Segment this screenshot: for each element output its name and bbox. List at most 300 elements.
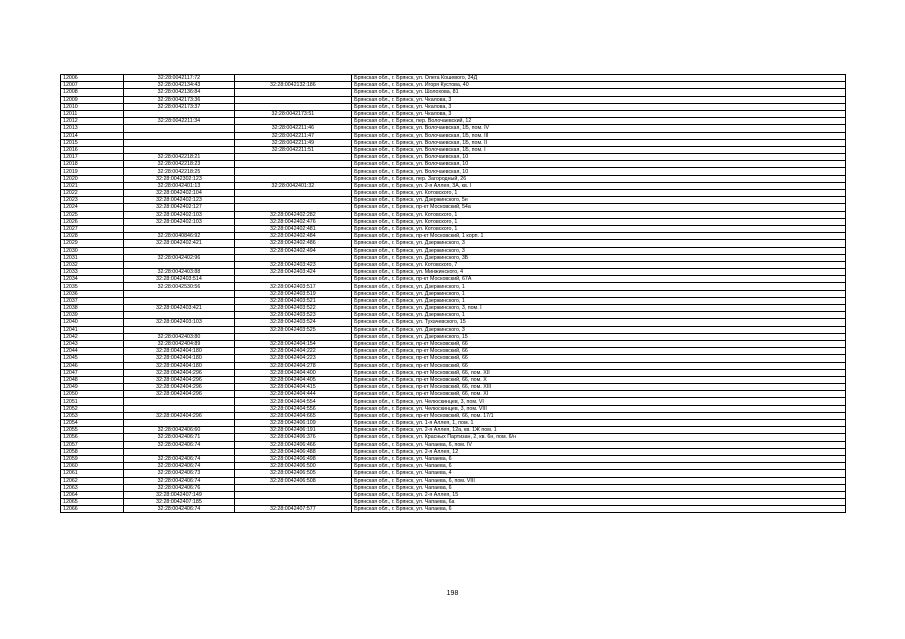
- cadastral-number-cell: 32:28:0042173:37: [124, 103, 234, 110]
- object-cadastral-number-cell: [234, 484, 351, 491]
- object-cadastral-number-cell: 32:28:0042406:500: [234, 463, 351, 470]
- row-number-cell: 12011: [61, 110, 124, 117]
- object-cadastral-number-cell: 32:28:0042402:282: [234, 211, 351, 218]
- cadastral-number-cell: 32:28:0042403:88: [124, 269, 234, 276]
- address-cell: Брянская обл., г. Брянск, ул. 2-я Аллея, 3А, кв. I: [352, 182, 846, 189]
- object-cadastral-number-cell: 32:28:0042403:521: [234, 297, 351, 304]
- object-cadastral-number-cell: 32:28:0042403:519: [234, 290, 351, 297]
- cadastral-number-cell: 32:28:0042406:74: [124, 506, 234, 513]
- row-number-cell: 12048: [61, 376, 124, 383]
- table-row: [61, 161, 846, 168]
- address-cell: Брянская обл., г. Брянск, ул. Волочаевская, 10: [352, 161, 846, 168]
- object-cadastral-number-cell: [234, 89, 351, 96]
- cadastral-number-cell: 32:28:0042218:23: [124, 161, 234, 168]
- cadastral-number-cell: 32:28:0042402:127: [124, 204, 234, 211]
- cadastral-number-cell: 32:28:0042404:296: [124, 369, 234, 376]
- table-row: [61, 146, 846, 153]
- address-cell: Брянская обл., г. Брянск, ул. Чапаева, 6а: [352, 499, 846, 506]
- address-cell: Брянская обл., г. Брянск, ул. Котовского, 1: [352, 211, 846, 218]
- cadastral-number-cell: 32:28:0042218:21: [124, 154, 234, 161]
- row-number-cell: 12007: [61, 82, 124, 89]
- object-cadastral-number-cell: 32:28:0042404:400: [234, 369, 351, 376]
- address-cell: Брянская обл., г. Брянск, пр-кт Московский, 1 корп. 1: [352, 233, 846, 240]
- table-row: [61, 154, 846, 161]
- cadastral-number-cell: 32:28:0042403:421: [124, 305, 234, 312]
- address-cell: Брянская обл., г. Брянск, пр-кт Московский, 66, пом. XI: [352, 391, 846, 398]
- address-cell: Брянская обл., г. Брянск, ул. Челюскинцев, 3, пом. VI: [352, 398, 846, 405]
- object-cadastral-number-cell: 32:28:0042402:476: [234, 218, 351, 225]
- address-cell: Брянская обл., г. Брянск, пр-кт Московский, 66: [352, 355, 846, 362]
- row-number-cell: 12057: [61, 441, 124, 448]
- object-cadastral-number-cell: 32:28:0042404:405: [234, 376, 351, 383]
- row-number-cell: 12008: [61, 89, 124, 96]
- cadastral-number-cell: [124, 398, 234, 405]
- cadastral-number-cell: 32:28:0042407:185: [124, 499, 234, 506]
- row-number-cell: 12053: [61, 412, 124, 419]
- row-number-cell: 12041: [61, 326, 124, 333]
- object-cadastral-number-cell: 32:28:0042401:32: [234, 182, 351, 189]
- object-cadastral-number-cell: 32:28:0042402:486: [234, 240, 351, 247]
- cadastral-number-cell: 32:28:0042173:36: [124, 96, 234, 103]
- address-cell: Брянская обл., г. Брянск, ул. Чкалова, 3: [352, 103, 846, 110]
- row-number-cell: 12060: [61, 463, 124, 470]
- address-cell: Брянская обл., г. Брянск, ул. Чкалова, 3: [352, 96, 846, 103]
- table-row: [61, 427, 846, 434]
- row-number-cell: 12023: [61, 197, 124, 204]
- address-cell: Брянская обл., г. Брянск, ул. Волочаевская, 1Б, пом. II: [352, 139, 846, 146]
- object-cadastral-number-cell: 32:28:0042211:46: [234, 125, 351, 132]
- address-cell: Брянская обл., г. Брянск, пр-кт Московский, 66, пом. X: [352, 376, 846, 383]
- object-cadastral-number-cell: [234, 254, 351, 261]
- cadastral-number-cell: 32:28:0042211:34: [124, 118, 234, 125]
- row-number-cell: 12033: [61, 269, 124, 276]
- object-cadastral-number-cell: 32:28:0042403:517: [234, 283, 351, 290]
- object-cadastral-number-cell: [234, 204, 351, 211]
- object-cadastral-number-cell: [234, 175, 351, 182]
- row-number-cell: 12024: [61, 204, 124, 211]
- object-cadastral-number-cell: [234, 333, 351, 340]
- cadastral-number-cell: 32:28:0042402:103: [124, 218, 234, 225]
- row-number-cell: 12052: [61, 405, 124, 412]
- address-cell: Брянская обл., г. Брянск, пр-кт Московский, 66, пом. XIII: [352, 384, 846, 391]
- object-cadastral-number-cell: 32:28:0042404:556: [234, 405, 351, 412]
- address-cell: Брянская обл., г. Брянск, ул. Дзержинского, 3: [352, 326, 846, 333]
- row-number-cell: 12016: [61, 146, 124, 153]
- table-row: [61, 369, 846, 376]
- object-cadastral-number-cell: 32:28:0042406:191: [234, 427, 351, 434]
- object-cadastral-number-cell: 32:28:0042404:415: [234, 384, 351, 391]
- table-row: [61, 197, 846, 204]
- object-cadastral-number-cell: 32:28:0042402:494: [234, 247, 351, 254]
- cadastral-number-cell: [124, 125, 234, 132]
- address-cell: Брянская обл., г. Брянск, ул. Чапаева, 6, пом. IV: [352, 441, 846, 448]
- row-number-cell: 12014: [61, 132, 124, 139]
- table-row: [61, 89, 846, 96]
- table-row: [61, 312, 846, 319]
- address-cell: Брянская обл., г. Брянск, пр-кт Московский, 66, пом. 17/1: [352, 412, 846, 419]
- address-cell: Брянская обл., г. Брянск, ул. Дзержинского, 5н: [352, 197, 846, 204]
- row-number-cell: 12059: [61, 455, 124, 462]
- object-cadastral-number-cell: 32:28:0042403:423: [234, 261, 351, 268]
- address-cell: Брянская обл., г. Брянск, ул. Котовского, 1: [352, 190, 846, 197]
- row-number-cell: 12038: [61, 305, 124, 312]
- object-cadastral-number-cell: [234, 491, 351, 498]
- table-row: [61, 434, 846, 441]
- table-row: [61, 125, 846, 132]
- row-number-cell: 12049: [61, 384, 124, 391]
- table-row: [61, 484, 846, 491]
- cadastral-number-cell: 32:28:0040846:92: [124, 233, 234, 240]
- address-cell: Брянская обл., г. Брянск, ул. Волочаевская, 1Б, пом. IV: [352, 125, 846, 132]
- table-row: [61, 362, 846, 369]
- row-number-cell: 12045: [61, 355, 124, 362]
- object-cadastral-number-cell: 32:28:0042404:665: [234, 412, 351, 419]
- object-cadastral-number-cell: [234, 168, 351, 175]
- cadastral-number-cell: [124, 225, 234, 232]
- table-row: [61, 333, 846, 340]
- row-number-cell: 12028: [61, 233, 124, 240]
- registry-table-body: [61, 75, 846, 513]
- row-number-cell: 12051: [61, 398, 124, 405]
- row-number-cell: 12006: [61, 75, 124, 82]
- address-cell: Брянская обл., г. Брянск, ул. Чапаева, 6, пом. VIII: [352, 477, 846, 484]
- cadastral-number-cell: 32:28:0042134:43: [124, 82, 234, 89]
- table-row: [61, 269, 846, 276]
- table-row: [61, 420, 846, 427]
- table-row: [61, 319, 846, 326]
- cadastral-number-cell: 32:28:0042404:180: [124, 362, 234, 369]
- object-cadastral-number-cell: 32:28:0042211:51: [234, 146, 351, 153]
- address-cell: Брянская обл., г. Брянск, ул. Шолохова, 81: [352, 89, 846, 96]
- address-cell: Брянская обл., г. Брянск, ул. Игоря Кустова, 40: [352, 82, 846, 89]
- table-row: [61, 261, 846, 268]
- row-number-cell: 12030: [61, 247, 124, 254]
- address-cell: Брянская обл., г. Брянск, ул. Котовского, 1: [352, 225, 846, 232]
- cadastral-number-cell: 32:28:0042406:76: [124, 484, 234, 491]
- object-cadastral-number-cell: 32:28:0042406:376: [234, 434, 351, 441]
- row-number-cell: 12064: [61, 491, 124, 498]
- address-cell: Брянская обл., г. Брянск, ул. Дзержинского, 1: [352, 312, 846, 319]
- row-number-cell: 12058: [61, 448, 124, 455]
- table-row: [61, 305, 846, 312]
- address-cell: Брянская обл., г. Брянск, пр-кт Московский, 66: [352, 362, 846, 369]
- address-cell: Брянская обл., г. Брянск, пр-кт Московский, 66: [352, 340, 846, 347]
- address-cell: Брянская обл., г. Брянск, ул. Чапаева, 6: [352, 455, 846, 462]
- object-cadastral-number-cell: 32:28:0042402:484: [234, 233, 351, 240]
- object-cadastral-number-cell: [234, 276, 351, 283]
- table-row: [61, 211, 846, 218]
- table-row: [61, 96, 846, 103]
- object-cadastral-number-cell: 32:28:0042407:577: [234, 506, 351, 513]
- row-number-cell: 12013: [61, 125, 124, 132]
- row-number-cell: 12034: [61, 276, 124, 283]
- table-row: [61, 405, 846, 412]
- row-number-cell: 12020: [61, 175, 124, 182]
- table-row: [61, 118, 846, 125]
- table-row: [61, 218, 846, 225]
- row-number-cell: 12039: [61, 312, 124, 319]
- address-cell: Брянская обл., г. Брянск, ул. 2-я Аллея, 12а, кв. 1Ж пом. 1: [352, 427, 846, 434]
- address-cell: Брянская обл., г. Брянск, ул. Дзержинского, 3: [352, 240, 846, 247]
- table-row: [61, 168, 846, 175]
- registry-table: [60, 74, 846, 513]
- table-row: [61, 82, 846, 89]
- address-cell: Брянская обл., г. Брянск, ул. 1-я Аллея, 1, пом. 1: [352, 420, 846, 427]
- table-row: [61, 254, 846, 261]
- address-cell: Брянская обл., г. Брянск, ул. Дзержинского, 1: [352, 283, 846, 290]
- object-cadastral-number-cell: 32:28:0042404:223: [234, 355, 351, 362]
- table-row: [61, 103, 846, 110]
- row-number-cell: 12055: [61, 427, 124, 434]
- cadastral-number-cell: [124, 146, 234, 153]
- address-cell: Брянская обл., г. Брянск, ул. 2-я Аллея, 15: [352, 491, 846, 498]
- cadastral-number-cell: [124, 110, 234, 117]
- cadastral-number-cell: [124, 405, 234, 412]
- object-cadastral-number-cell: 32:28:0042403:524: [234, 319, 351, 326]
- row-number-cell: 12037: [61, 297, 124, 304]
- object-cadastral-number-cell: [234, 154, 351, 161]
- object-cadastral-number-cell: [234, 190, 351, 197]
- row-number-cell: 12054: [61, 420, 124, 427]
- table-row: [61, 340, 846, 347]
- table-row: [61, 384, 846, 391]
- cadastral-number-cell: [124, 139, 234, 146]
- address-cell: Брянская обл., г. Брянск, ул. Чапаева, 6: [352, 506, 846, 513]
- cadastral-number-cell: 32:28:0042406:74: [124, 441, 234, 448]
- cadastral-number-cell: [124, 312, 234, 319]
- cadastral-number-cell: 32:28:0042404:180: [124, 355, 234, 362]
- object-cadastral-number-cell: [234, 96, 351, 103]
- table-row: [61, 240, 846, 247]
- table-row: [61, 441, 846, 448]
- cadastral-number-cell: 32:28:0042403:103: [124, 319, 234, 326]
- cadastral-number-cell: 32:28:0042136:84: [124, 89, 234, 96]
- cadastral-number-cell: 32:28:0042402:96: [124, 254, 234, 261]
- cadastral-number-cell: 32:28:0042404:296: [124, 391, 234, 398]
- cadastral-number-cell: 32:28:0042404:296: [124, 376, 234, 383]
- cadastral-number-cell: 32:28:0042406:73: [124, 470, 234, 477]
- row-number-cell: 12043: [61, 340, 124, 347]
- address-cell: Брянская обл., г. Брянск, ул. Тухачевского, 15: [352, 319, 846, 326]
- row-number-cell: 12065: [61, 499, 124, 506]
- table-row: [61, 499, 846, 506]
- cadastral-number-cell: 32:28:0042406:74: [124, 477, 234, 484]
- address-cell: Брянская обл., г. Брянск, ул. Котовского, 7: [352, 261, 846, 268]
- cadastral-number-cell: [124, 326, 234, 333]
- object-cadastral-number-cell: 32:28:0042406:466: [234, 441, 351, 448]
- cadastral-number-cell: 32:28:0042401:13: [124, 182, 234, 189]
- address-cell: Брянская обл., г. Брянск, пер. Загородный, 26: [352, 175, 846, 182]
- object-cadastral-number-cell: [234, 118, 351, 125]
- object-cadastral-number-cell: [234, 75, 351, 82]
- table-row: [61, 477, 846, 484]
- table-row: [61, 139, 846, 146]
- row-number-cell: 12018: [61, 161, 124, 168]
- table-row: [61, 391, 846, 398]
- table-row: [61, 283, 846, 290]
- address-cell: Брянская обл., г. Брянск, ул. Чапаева, 4: [352, 470, 846, 477]
- cadastral-number-cell: 32:28:0042402:103: [124, 211, 234, 218]
- cadastral-number-cell: 32:28:0042530:56: [124, 283, 234, 290]
- cadastral-number-cell: 32:28:0042117:72: [124, 75, 234, 82]
- row-number-cell: 12062: [61, 477, 124, 484]
- address-cell: Брянская обл., г. Брянск, ул. Олега Кошевого, 34Д: [352, 75, 846, 82]
- address-cell: Брянская обл., г. Брянск, ул. Минжинского, 4: [352, 269, 846, 276]
- cadastral-number-cell: 32:28:0042404:89: [124, 340, 234, 347]
- object-cadastral-number-cell: 32:28:0042211:49: [234, 139, 351, 146]
- object-cadastral-number-cell: 32:28:0042132:186: [234, 82, 351, 89]
- address-cell: Брянская обл., г. Брянск, ул. Волочаевская, 10: [352, 154, 846, 161]
- object-cadastral-number-cell: 32:28:0042173:51: [234, 110, 351, 117]
- object-cadastral-number-cell: 32:28:0042406:109: [234, 420, 351, 427]
- object-cadastral-number-cell: 32:28:0042406:508: [234, 477, 351, 484]
- address-cell: Брянская обл., г. Брянск, ул. Дзержинского, 15: [352, 333, 846, 340]
- address-cell: Брянская обл., г. Брянск, пр-кт Московский, 67А: [352, 276, 846, 283]
- table-row: [61, 376, 846, 383]
- row-number-cell: 12050: [61, 391, 124, 398]
- row-number-cell: 12046: [61, 362, 124, 369]
- table-row: [61, 190, 846, 197]
- row-number-cell: 12017: [61, 154, 124, 161]
- cadastral-number-cell: 32:28:0042404:296: [124, 412, 234, 419]
- object-cadastral-number-cell: 32:28:0042403:523: [234, 312, 351, 319]
- row-number-cell: 12029: [61, 240, 124, 247]
- object-cadastral-number-cell: [234, 103, 351, 110]
- address-cell: Брянская обл., г. Брянск, ул. 2-я Аллея, 12: [352, 448, 846, 455]
- object-cadastral-number-cell: 32:28:0042406:505: [234, 470, 351, 477]
- table-row: [61, 247, 846, 254]
- address-cell: Брянская обл., г. Брянск, ул. Дзержинского, 1: [352, 290, 846, 297]
- object-cadastral-number-cell: 32:28:0042403:522: [234, 305, 351, 312]
- object-cadastral-number-cell: 32:28:0042404:278: [234, 362, 351, 369]
- table-row: [61, 182, 846, 189]
- address-cell: Брянская обл., г. Брянск, ул. Чкалова, 3: [352, 110, 846, 117]
- row-number-cell: 12026: [61, 218, 124, 225]
- cadastral-number-cell: 32:28:0042402:104: [124, 190, 234, 197]
- table-row: [61, 290, 846, 297]
- row-number-cell: 12040: [61, 319, 124, 326]
- cadastral-number-cell: 32:28:0042404:296: [124, 384, 234, 391]
- address-cell: Брянская обл., г. Брянск, ул. Дзержинского, 1: [352, 297, 846, 304]
- table-row: [61, 225, 846, 232]
- row-number-cell: 12021: [61, 182, 124, 189]
- table-row: [61, 448, 846, 455]
- row-number-cell: 12066: [61, 506, 124, 513]
- table-row: [61, 297, 846, 304]
- table-row: [61, 175, 846, 182]
- address-cell: Брянская обл., г. Брянск, пр-кт Московский, 54а: [352, 204, 846, 211]
- cadastral-number-cell: [124, 297, 234, 304]
- object-cadastral-number-cell: 32:28:0042406:488: [234, 448, 351, 455]
- address-cell: Брянская обл., г. Брянск, ул. Котовского, 1: [352, 218, 846, 225]
- row-number-cell: 12036: [61, 290, 124, 297]
- cadastral-number-cell: 32:28:0042406:60: [124, 427, 234, 434]
- cadastral-number-cell: [124, 132, 234, 139]
- object-cadastral-number-cell: 32:28:0042404:154: [234, 340, 351, 347]
- cadastral-number-cell: 32:28:0042302:123: [124, 175, 234, 182]
- cadastral-number-cell: [124, 261, 234, 268]
- address-cell: Брянская обл., г. Брянск, ул. Чапаева, 6: [352, 484, 846, 491]
- object-cadastral-number-cell: [234, 197, 351, 204]
- address-cell: Брянская обл., г. Брянск, пр-кт Московский, 66, пом. XII: [352, 369, 846, 376]
- object-cadastral-number-cell: 32:28:0042406:498: [234, 455, 351, 462]
- table-row: [61, 204, 846, 211]
- table-row: [61, 470, 846, 477]
- cadastral-number-cell: 32:28:0042406:74: [124, 455, 234, 462]
- object-cadastral-number-cell: 32:28:0042404:222: [234, 348, 351, 355]
- cadastral-number-cell: [124, 290, 234, 297]
- address-cell: Брянская обл., г. Брянск, ул. Волочаевская, 1Б, пом. I: [352, 146, 846, 153]
- cadastral-number-cell: 32:28:0042404:180: [124, 348, 234, 355]
- table-row: [61, 276, 846, 283]
- row-number-cell: 12019: [61, 168, 124, 175]
- object-cadastral-number-cell: 32:28:0042404:554: [234, 398, 351, 405]
- table-row: [61, 355, 846, 362]
- row-number-cell: 12025: [61, 211, 124, 218]
- cadastral-number-cell: 32:28:0042407:149: [124, 491, 234, 498]
- row-number-cell: 12012: [61, 118, 124, 125]
- row-number-cell: 12015: [61, 139, 124, 146]
- address-cell: Брянская обл., г. Брянск, ул. Волочаевская, 1Б, пом. III: [352, 132, 846, 139]
- cadastral-number-cell: [124, 420, 234, 427]
- row-number-cell: 12042: [61, 333, 124, 340]
- address-cell: Брянская обл., г. Брянск, ул. Челюскинцев, 3, пом. VIII: [352, 405, 846, 412]
- row-number-cell: 12022: [61, 190, 124, 197]
- table-row: [61, 132, 846, 139]
- object-cadastral-number-cell: 32:28:0042211:47: [234, 132, 351, 139]
- cadastral-number-cell: 32:28:0042406:74: [124, 463, 234, 470]
- table-row: [61, 412, 846, 419]
- cadastral-number-cell: 32:28:0042402:123: [124, 197, 234, 204]
- cadastral-number-cell: 32:28:0042406:71: [124, 434, 234, 441]
- cadastral-number-cell: 32:28:0042403:80: [124, 333, 234, 340]
- object-cadastral-number-cell: [234, 161, 351, 168]
- table-row: [61, 75, 846, 82]
- table-row: [61, 455, 846, 462]
- table-row: [61, 463, 846, 470]
- cadastral-number-cell: [124, 247, 234, 254]
- address-cell: Брянская обл., г. Брянск, пер. Волочаевский, 12: [352, 118, 846, 125]
- object-cadastral-number-cell: 32:28:0042404:444: [234, 391, 351, 398]
- row-number-cell: 12044: [61, 348, 124, 355]
- row-number-cell: 12009: [61, 96, 124, 103]
- table-row: [61, 233, 846, 240]
- table-row: [61, 506, 846, 513]
- address-cell: Брянская обл., г. Брянск, ул. Чапаева, 6: [352, 463, 846, 470]
- table-row: [61, 348, 846, 355]
- object-cadastral-number-cell: 32:28:0042403:424: [234, 269, 351, 276]
- row-number-cell: 12010: [61, 103, 124, 110]
- address-cell: Брянская обл., г. Брянск, ул. Дзержинского, 3, пом. I: [352, 305, 846, 312]
- cadastral-number-cell: 32:28:0042403:514: [124, 276, 234, 283]
- row-number-cell: 12031: [61, 254, 124, 261]
- row-number-cell: 12061: [61, 470, 124, 477]
- table-row: [61, 398, 846, 405]
- cadastral-number-cell: [124, 448, 234, 455]
- page-number: 198: [446, 590, 459, 597]
- row-number-cell: 12027: [61, 225, 124, 232]
- address-cell: Брянская обл., г. Брянск, ул. Дзержинского, 3Б: [352, 254, 846, 261]
- row-number-cell: 12063: [61, 484, 124, 491]
- row-number-cell: 12035: [61, 283, 124, 290]
- object-cadastral-number-cell: 32:28:0042402:481: [234, 225, 351, 232]
- address-cell: Брянская обл., г. Брянск, пр-кт Московский, 66: [352, 348, 846, 355]
- address-cell: Брянская обл., г. Брянск, ул. Красных Партизан, 2, кв. 6н, пом. 6/н: [352, 434, 846, 441]
- object-cadastral-number-cell: 32:28:0042403:525: [234, 326, 351, 333]
- row-number-cell: 12032: [61, 261, 124, 268]
- row-number-cell: 12056: [61, 434, 124, 441]
- address-cell: Брянская обл., г. Брянск, ул. Дзержинского, 3: [352, 247, 846, 254]
